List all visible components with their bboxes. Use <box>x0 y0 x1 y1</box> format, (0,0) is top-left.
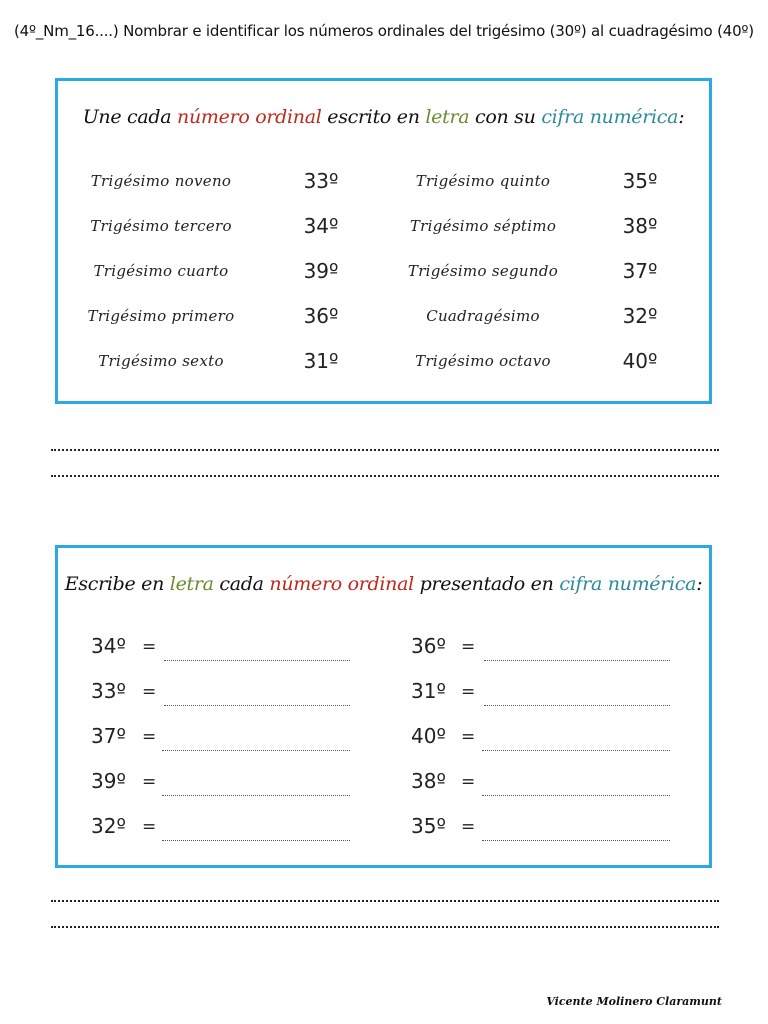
matching-number-left[interactable]: 36º <box>303 304 339 328</box>
writing-title-letra-highlight: letra <box>169 573 214 595</box>
matching-title-cifra-highlight: cifra numérica <box>541 106 679 128</box>
writing-title-part: presentado en <box>413 573 560 595</box>
equals-sign: = <box>461 637 476 657</box>
writing-answer-field[interactable] <box>162 750 350 751</box>
writing-answer-field[interactable] <box>484 660 670 661</box>
equals-sign: = <box>142 727 157 747</box>
matching-title-part: Une cada <box>82 106 178 128</box>
matching-word-right[interactable]: Trigésimo segundo <box>407 262 559 280</box>
matching-title-part: : <box>678 106 685 128</box>
equals-sign: = <box>461 772 476 792</box>
writing-title-ordinal-highlight: número ordinal <box>269 573 414 595</box>
matching-number-right[interactable]: 32º <box>622 304 658 328</box>
matching-word-left[interactable]: Trigésimo tercero <box>90 217 232 235</box>
author-credit: Vicente Molinero Claramunt <box>546 995 722 1008</box>
matching-title-part: con su <box>469 106 542 128</box>
matching-word-left[interactable]: Trigésimo cuarto <box>93 262 229 280</box>
matching-word-left[interactable]: Trigésimo noveno <box>90 172 232 190</box>
answer-line[interactable] <box>51 475 719 477</box>
writing-number-right: 35º <box>411 814 446 838</box>
writing-number-left: 32º <box>91 814 126 838</box>
writing-exercise-box <box>55 545 712 868</box>
matching-title-part: escrito en <box>321 106 426 128</box>
answer-line[interactable] <box>51 449 719 451</box>
writing-number-left: 33º <box>91 679 126 703</box>
writing-exercise-title <box>58 573 709 595</box>
equals-sign: = <box>461 727 476 747</box>
matching-word-right[interactable]: Trigésimo quinto <box>415 172 551 190</box>
matching-title-ordinal-highlight: número ordinal <box>177 106 322 128</box>
writing-answer-field[interactable] <box>164 660 350 661</box>
writing-title-part: cada <box>213 573 270 595</box>
matching-exercise-box <box>55 78 712 404</box>
writing-title-part: : <box>696 573 703 595</box>
writing-title-part: Escribe en <box>64 573 170 595</box>
writing-answer-field[interactable] <box>164 705 350 706</box>
matching-word-right[interactable]: Cuadragésimo <box>426 307 540 325</box>
matching-word-right[interactable]: Trigésimo octavo <box>415 352 551 370</box>
writing-answer-field[interactable] <box>162 795 350 796</box>
writing-number-left: 37º <box>91 724 126 748</box>
writing-number-left: 39º <box>91 769 126 793</box>
writing-number-left: 34º <box>91 634 126 658</box>
equals-sign: = <box>142 637 157 657</box>
writing-number-right: 40º <box>411 724 446 748</box>
matching-number-right[interactable]: 37º <box>622 259 658 283</box>
writing-answer-field[interactable] <box>162 840 350 841</box>
matching-number-right[interactable]: 38º <box>622 214 658 238</box>
matching-title-letra-highlight: letra <box>425 106 470 128</box>
answer-line[interactable] <box>51 900 719 902</box>
matching-word-left[interactable]: Trigésimo sexto <box>98 352 224 370</box>
writing-number-right: 38º <box>411 769 446 793</box>
matching-word-right[interactable]: Trigésimo séptimo <box>409 217 557 235</box>
matching-word-left[interactable]: Trigésimo primero <box>87 307 235 325</box>
writing-answer-field[interactable] <box>482 795 670 796</box>
matching-exercise-title <box>58 106 709 128</box>
writing-answer-field[interactable] <box>482 840 670 841</box>
writing-title-cifra-highlight: cifra numérica <box>559 573 697 595</box>
matching-number-right[interactable]: 40º <box>622 349 658 373</box>
writing-answer-field[interactable] <box>484 705 670 706</box>
matching-number-left[interactable]: 34º <box>303 214 339 238</box>
equals-sign: = <box>461 817 476 837</box>
matching-number-left[interactable]: 31º <box>303 349 339 373</box>
writing-number-right: 31º <box>411 679 446 703</box>
matching-number-right[interactable]: 35º <box>622 169 658 193</box>
matching-number-left[interactable]: 39º <box>303 259 339 283</box>
writing-answer-field[interactable] <box>482 750 670 751</box>
worksheet-header: (4º_Nm_16....) Nombrar e identificar los números ordinales del trigésimo (30º) al cuadragésimo (40º) <box>14 22 754 40</box>
matching-number-left[interactable]: 33º <box>303 169 339 193</box>
equals-sign: = <box>142 682 157 702</box>
equals-sign: = <box>461 682 476 702</box>
answer-line[interactable] <box>51 926 719 928</box>
writing-number-right: 36º <box>411 634 446 658</box>
equals-sign: = <box>142 772 157 792</box>
equals-sign: = <box>142 817 157 837</box>
